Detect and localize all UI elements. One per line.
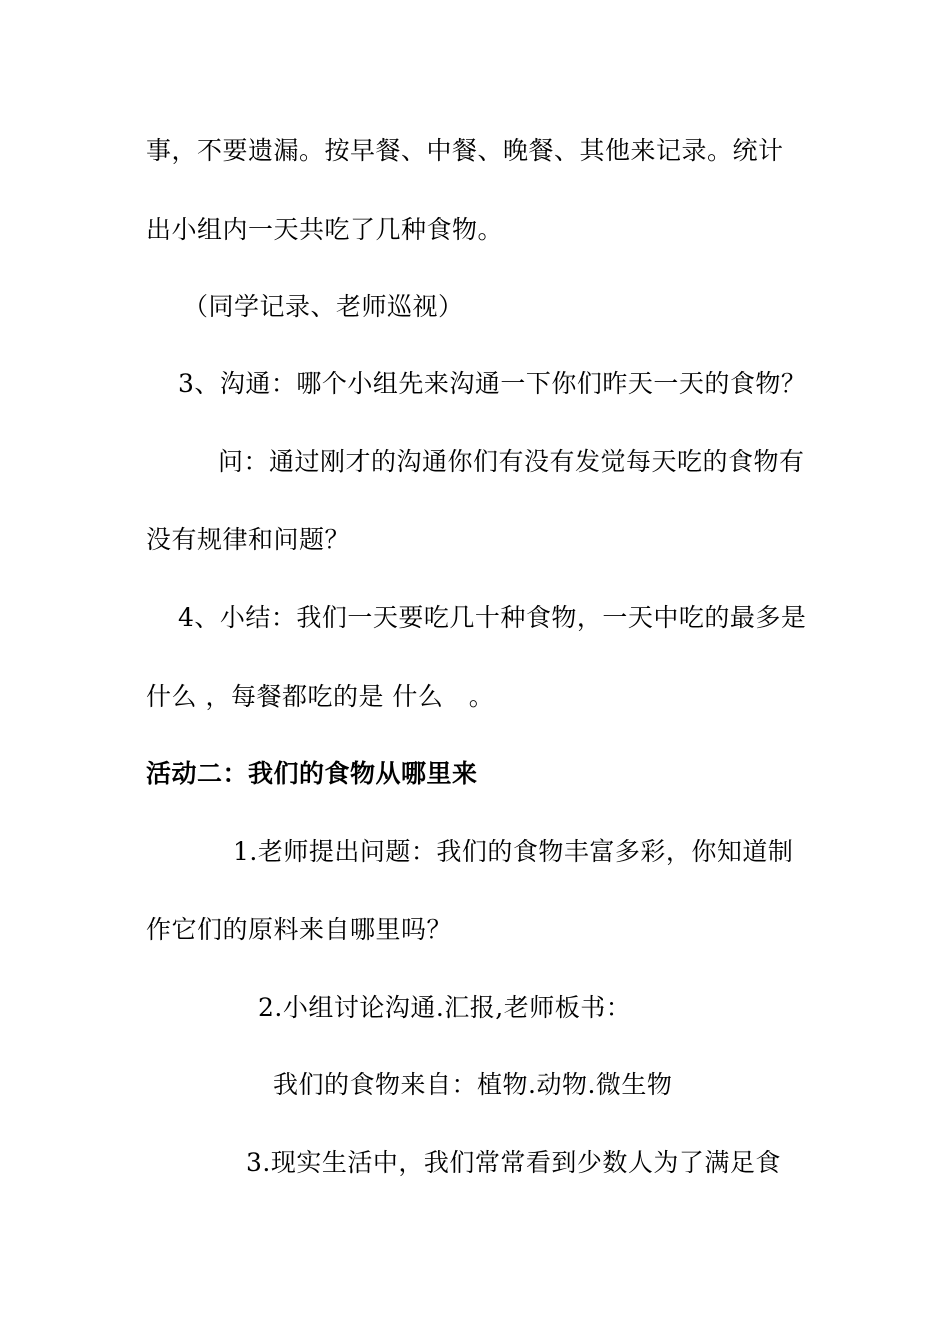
paragraph-line: 4、小结：我们一天要吃几十种食物，一天中吃的最多是 (178, 603, 807, 632)
paragraph-line: 2.小组讨论沟通.汇报,老师板书： (258, 993, 632, 1022)
paragraph-line: 没有规律和问题？ (146, 525, 351, 554)
paragraph-line: 3.现实生活中，我们常常看到少数人为了满足食 (246, 1148, 781, 1177)
paragraph-line: 我们的食物来自：植物.动物.微生物 (273, 1070, 673, 1099)
paragraph-line: 什么 ，每餐都吃的是 什么 。 (146, 682, 495, 711)
section-heading: 活动二：我们的食物从哪里来 (146, 759, 478, 788)
paragraph-line: 3、沟通：哪个小组先来沟通一下你们昨天一天的食物？ (178, 369, 807, 398)
paragraph-line: （同学记录、老师巡视） (183, 292, 464, 321)
paragraph-line: 出小组内一天共吃了几种食物。 (146, 215, 504, 244)
paragraph-line: 事，不要遗漏。按早餐、中餐、晚餐、其他来记录。统计 (146, 136, 784, 165)
paragraph-line: 作它们的原料来自哪里吗？ (146, 915, 453, 944)
paragraph-line: 问：通过刚才的沟通你们有没有发觉每天吃的食物有 (218, 447, 805, 476)
paragraph-line: 1.老师提出问题：我们的食物丰富多彩，你知道制 (233, 837, 794, 866)
